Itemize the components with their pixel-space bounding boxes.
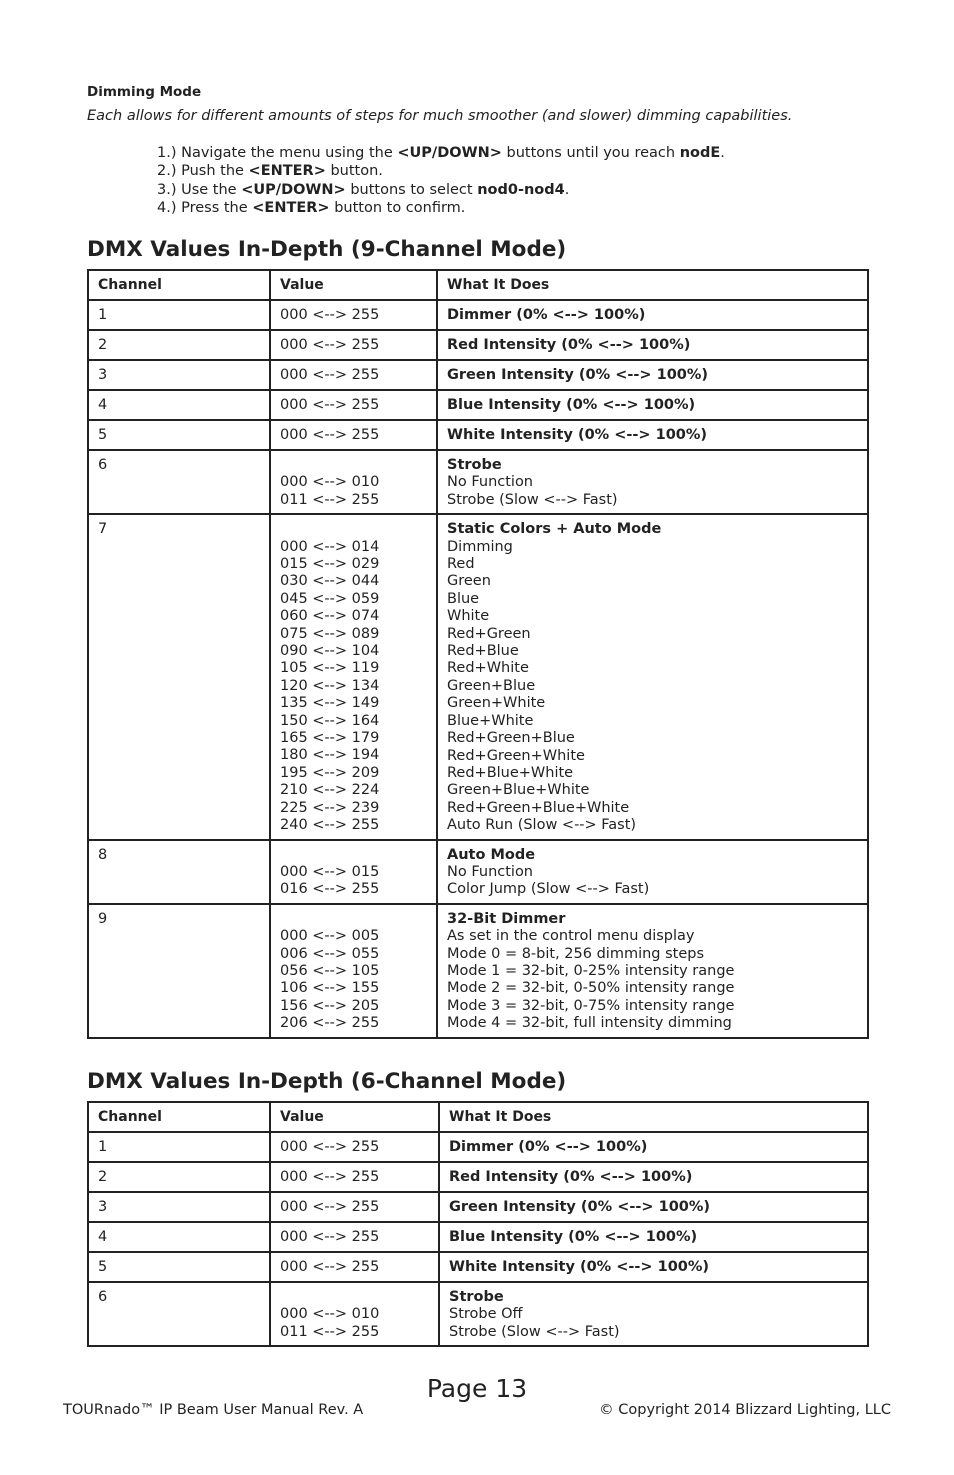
table-6ch-heading: DMX Values In-Depth (6-Channel Mode): [87, 1069, 567, 1094]
channel-cell: 3: [88, 360, 270, 390]
value-range: 016 <--> 255: [280, 881, 380, 898]
table-row: [88, 360, 868, 390]
function-description: As set in the control menu display: [447, 928, 695, 945]
value-cell: [270, 840, 437, 904]
value-cell: 000 <--> 255: [270, 1132, 439, 1162]
value-range: 011 <--> 255: [280, 491, 380, 508]
value-range: 006 <--> 055: [280, 945, 380, 962]
value-cell: 000 <--> 255: [270, 1192, 439, 1222]
channel-cell: 5: [88, 420, 270, 450]
function-title: Auto Mode: [447, 846, 536, 863]
function-description: Mode 2 = 32-bit, 0-50% intensity range: [447, 980, 735, 997]
function-description: Mode 3 = 32-bit, 0-75% intensity range: [447, 997, 735, 1014]
function-description: Mode 1 = 32-bit, 0-25% intensity range: [447, 962, 735, 979]
function-description: Strobe Off: [449, 1306, 523, 1323]
function-cell: [437, 390, 868, 420]
function-cell: [437, 420, 868, 450]
value-range: 120 <--> 134: [280, 677, 380, 694]
function-description: Dimming: [447, 538, 513, 555]
value-range: 000 <--> 014: [280, 538, 380, 555]
value-range: 030 <--> 044: [280, 573, 380, 590]
value-cell: 000 <--> 255: [270, 300, 437, 330]
function-description: Mode 4 = 32-bit, full intensity dimming: [447, 1015, 732, 1032]
function-title: Blue Intensity (0% <--> 100%): [449, 1229, 698, 1245]
value-range: 000 <--> 015: [280, 863, 380, 880]
dimming-mode-intro: Each allows for different amounts of steps for much smoother (and slower) dimming capabilities.: [87, 108, 793, 124]
function-title: Dimmer (0% <--> 100%): [447, 307, 646, 323]
table-row: [88, 904, 868, 1038]
function-cell: [437, 514, 868, 839]
channel-cell: 9: [88, 904, 270, 1038]
function-description: Red: [447, 556, 475, 573]
function-cell: [437, 450, 868, 514]
value-range: 056 <--> 105: [280, 962, 380, 979]
function-title: Red Intensity (0% <--> 100%): [447, 337, 691, 353]
function-title: Green Intensity (0% <--> 100%): [447, 367, 709, 383]
table-row: [88, 1192, 868, 1222]
value-range: 075 <--> 089: [280, 625, 380, 642]
what-it-does-column-header: What It Does: [439, 1102, 868, 1132]
value-cell: [270, 450, 437, 514]
value-range: 156 <--> 205: [280, 997, 380, 1014]
table-row: [88, 1252, 868, 1282]
function-cell: [437, 840, 868, 904]
function-description: Red+Green+Blue+White: [447, 799, 630, 816]
value-range: 225 <--> 239: [280, 799, 380, 816]
footer-copyright: © Copyright 2014 Blizzard Lighting, LLC: [599, 1402, 891, 1418]
channel-cell: 2: [88, 1162, 270, 1192]
function-description: Blue: [447, 590, 480, 607]
function-cell: [439, 1252, 868, 1282]
table-row: [88, 1132, 868, 1162]
value-range: 000 <--> 010: [280, 1306, 380, 1323]
function-description: Red+Blue: [447, 643, 519, 660]
dimming-mode-heading: Dimming Mode: [87, 84, 202, 100]
page-number: Page 13: [426, 1374, 528, 1403]
channel-column-header: Channel: [88, 270, 270, 300]
value-range: 000 <--> 010: [280, 474, 380, 491]
function-description: No Function: [447, 863, 534, 880]
step-item: 4.) Press the <ENTER> button to confirm.: [157, 200, 466, 217]
function-title: Green Intensity (0% <--> 100%): [449, 1199, 711, 1215]
function-cell: [439, 1162, 868, 1192]
value-range: 210 <--> 224: [280, 782, 380, 799]
channel-cell: 1: [88, 300, 270, 330]
function-cell: [439, 1282, 868, 1346]
function-description: Strobe (Slow <--> Fast): [449, 1323, 620, 1340]
step-item: 1.) Navigate the menu using the <UP/DOWN> buttons until you reach nodE.: [157, 145, 725, 161]
value-cell: [270, 514, 437, 839]
channel-cell: 1: [88, 1132, 270, 1162]
table-row: [88, 1282, 868, 1346]
function-description: Red+Green+Blue: [447, 730, 575, 747]
function-description: Blue+White: [447, 712, 534, 729]
value-range: 180 <--> 194: [280, 747, 380, 764]
function-cell: [439, 1192, 868, 1222]
table-row: [88, 450, 868, 514]
value-cell: [270, 904, 437, 1038]
function-description: Green: [447, 573, 491, 590]
function-description: Strobe (Slow <--> Fast): [447, 491, 618, 508]
function-cell: [437, 360, 868, 390]
channel-cell: 4: [88, 1222, 270, 1252]
step-item: 2.) Push the <ENTER> button.: [157, 163, 383, 180]
value-range: 045 <--> 059: [280, 590, 380, 607]
table-row: [88, 420, 868, 450]
value-cell: 000 <--> 255: [270, 360, 437, 390]
dmx-table-9-channel: [87, 269, 869, 1039]
channel-cell: 5: [88, 1252, 270, 1282]
value-range: 106 <--> 155: [280, 980, 380, 997]
function-description: No Function: [447, 474, 534, 491]
channel-cell: 2: [88, 330, 270, 360]
channel-cell: 8: [88, 840, 270, 904]
function-cell: [437, 300, 868, 330]
value-cell: 000 <--> 255: [270, 1252, 439, 1282]
function-description: Red+White: [447, 660, 529, 677]
channel-cell: 6: [88, 450, 270, 514]
value-cell: 000 <--> 255: [270, 420, 437, 450]
function-description: Green+Blue: [447, 677, 536, 694]
function-description: Color Jump (Slow <--> Fast): [447, 881, 650, 898]
function-description: Red+Green+White: [447, 747, 585, 764]
function-cell: [437, 904, 868, 1038]
dimming-steps-list: [157, 144, 725, 218]
function-title: 32-Bit Dimmer: [447, 910, 566, 927]
table-row: [88, 300, 868, 330]
value-range: 000 <--> 005: [280, 928, 380, 945]
function-title: Strobe: [449, 1289, 504, 1305]
value-cell: 000 <--> 255: [270, 1162, 439, 1192]
function-cell: [437, 330, 868, 360]
value-range: 240 <--> 255: [280, 817, 380, 834]
function-title: White Intensity (0% <--> 100%): [447, 427, 708, 443]
channel-cell: 3: [88, 1192, 270, 1222]
value-range: 105 <--> 119: [280, 660, 380, 677]
value-cell: 000 <--> 255: [270, 390, 437, 420]
function-title: Red Intensity (0% <--> 100%): [449, 1169, 693, 1185]
function-description: Red+Blue+White: [447, 764, 574, 781]
table-row: [88, 330, 868, 360]
function-description: Auto Run (Slow <--> Fast): [447, 817, 637, 834]
function-title: Strobe: [447, 457, 502, 473]
table-row: [88, 390, 868, 420]
function-title: Blue Intensity (0% <--> 100%): [447, 397, 696, 413]
function-description: White: [447, 608, 490, 625]
what-it-does-column-header: What It Does: [437, 270, 868, 300]
function-cell: [439, 1222, 868, 1252]
table-9ch-heading: DMX Values In-Depth (9-Channel Mode): [87, 237, 567, 262]
function-cell: [439, 1132, 868, 1162]
channel-cell: 7: [88, 514, 270, 839]
function-title: White Intensity (0% <--> 100%): [449, 1259, 710, 1275]
channel-column-header: Channel: [88, 1102, 270, 1132]
table-row: [88, 514, 868, 839]
value-column-header: Value: [270, 1102, 439, 1132]
value-range: 150 <--> 164: [280, 712, 380, 729]
function-title: Static Colors + Auto Mode: [447, 521, 662, 538]
channel-cell: 6: [88, 1282, 270, 1346]
table-row: [88, 840, 868, 904]
table-header-row: [88, 270, 868, 300]
dmx-table-6-channel: [87, 1101, 869, 1347]
value-cell: 000 <--> 255: [270, 1222, 439, 1252]
step-item: 3.) Use the <UP/DOWN> buttons to select nod0-nod4.: [157, 181, 570, 198]
function-description: Green+Blue+White: [447, 782, 590, 799]
table-row: [88, 1162, 868, 1192]
function-description: Green+White: [447, 695, 546, 712]
value-cell: 000 <--> 255: [270, 330, 437, 360]
table-header-row: [88, 1102, 868, 1132]
value-cell: [270, 1282, 439, 1346]
function-description: Mode 0 = 8-bit, 256 dimming steps: [447, 945, 705, 962]
value-range: 135 <--> 149: [280, 695, 380, 712]
value-range: 195 <--> 209: [280, 764, 380, 781]
value-range: 090 <--> 104: [280, 643, 380, 660]
table-row: [88, 1222, 868, 1252]
value-range: 206 <--> 255: [280, 1015, 380, 1032]
value-range: 060 <--> 074: [280, 608, 380, 625]
function-title: Dimmer (0% <--> 100%): [449, 1139, 648, 1155]
function-description: Red+Green: [447, 625, 531, 642]
footer-manual-title: TOURnado™ IP Beam User Manual Rev. A: [63, 1402, 364, 1418]
channel-cell: 4: [88, 390, 270, 420]
value-column-header: Value: [270, 270, 437, 300]
value-range: 165 <--> 179: [280, 730, 380, 747]
value-range: 015 <--> 029: [280, 556, 380, 573]
value-range: 011 <--> 255: [280, 1323, 380, 1340]
